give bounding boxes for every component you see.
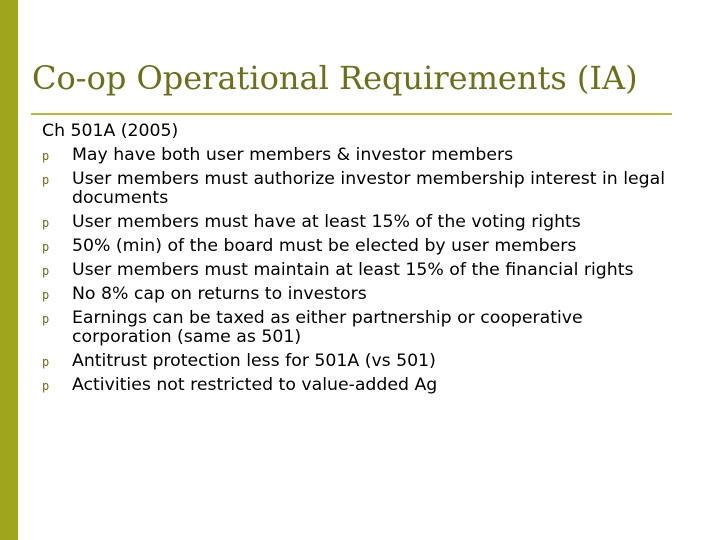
bullet-text: User members must authorize investor membership interest in legal documents [72, 169, 666, 208]
list-item [42, 146, 682, 165]
bullet-icon: p [42, 355, 50, 369]
bullet-icon: p [42, 288, 50, 302]
bullet-icon: p [42, 173, 50, 187]
slide-title: Co-op Operational Requirements (IA) [32, 59, 638, 97]
bullet-icon: p [42, 240, 50, 254]
bullet-text: User members must have at least 15% of the voting rights [72, 212, 581, 232]
list-item [42, 285, 682, 304]
list-item [42, 352, 682, 371]
title-divider [31, 113, 672, 115]
bullet-text: No 8% cap on returns to investors [72, 284, 367, 304]
bullet-icon: p [42, 264, 50, 278]
list-item [42, 213, 682, 232]
bullet-icon: p [42, 216, 50, 230]
section-heading: Ch 501A (2005) [42, 121, 179, 141]
bullet-text: May have both user members & investor members [72, 145, 514, 165]
accent-bar [0, 0, 18, 540]
bullet-icon: p [42, 149, 50, 163]
list-item [42, 376, 682, 395]
list-item [42, 237, 682, 256]
bullet-text: Activities not restricted to value-added Ag [72, 375, 438, 395]
list-item [42, 261, 682, 280]
bullet-icon: p [42, 312, 50, 326]
list-item [42, 170, 682, 208]
bullet-text: Earnings can be taxed as either partnership or cooperative corporation (same as 501) [72, 308, 583, 347]
list-item [42, 309, 682, 347]
bullet-icon: p [42, 379, 50, 393]
slide-body [42, 122, 682, 400]
bullet-text: Antitrust protection less for 501A (vs 501) [72, 351, 436, 371]
bullet-text: 50% (min) of the board must be elected by user members [72, 236, 577, 256]
bullet-list [42, 146, 682, 395]
bullet-text: User members must maintain at least 15% of the financial rights [72, 260, 634, 280]
